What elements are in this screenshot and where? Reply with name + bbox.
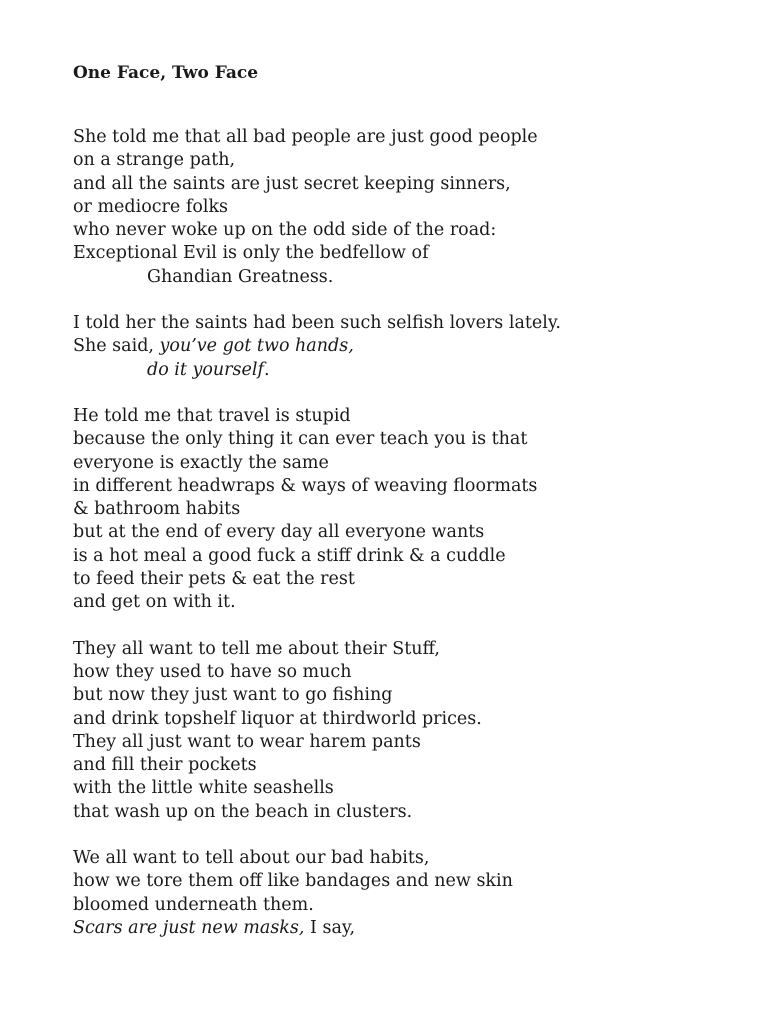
stanza-5 [73,847,733,940]
poem-line: but at the end of every day all everyone wants [73,522,485,543]
poem-line-indented: Ghandian Greatness. [147,266,334,287]
poem-line: everyone is exactly the same [73,452,329,473]
italic-phrase: do it yourself [147,359,264,380]
stanza-2 [73,312,733,382]
italic-phrase: Scars are just new masks, [73,917,305,938]
stanza-1 [73,126,733,289]
poem-line: with the little white seashells [73,778,334,799]
poem-line: Exceptional Evil is only the bedfellow of [73,243,429,264]
poem-line: that wash up on the beach in clusters. [73,801,413,822]
poem-line: and drink topshelf liquor at thirdworld prices. [73,708,482,729]
poem-line: We all want to tell about our bad habits, [73,848,430,869]
stanza-4 [73,638,733,824]
poem-line: and all the saints are just secret keeping sinners, [73,173,511,194]
poem-line: She told me that all bad people are just good people [73,127,538,147]
poem-line: They all just want to wear harem pants [73,731,421,752]
stanza-3 [73,405,733,615]
poem-line: or mediocre folks [73,196,229,217]
poem-line: is a hot meal a good fuck a stiff drink & a cuddle [73,545,506,566]
italic-phrase: you’ve got two hands, [159,336,354,357]
poem-line: how they used to have so much [73,661,352,682]
poem-line: & bathroom habits [73,499,241,520]
poem-title: One Face, Two Face [73,63,259,83]
poem-line: because the only thing it can ever teach you is that [73,429,528,450]
line-text: I say, [304,917,356,938]
poem-line: in different headwraps & ways of weaving floormats [73,475,538,496]
poem-line: I told her the saints had been such selfish lovers lately. [73,313,561,334]
poem-line: to feed their pets & eat the rest [73,569,355,590]
poem-line: but now they just want to go fishing [73,685,393,706]
poem-line: bloomed underneath them. [73,894,314,915]
poem-line: They all want to tell me about their Stuff, [73,638,440,659]
poem-line-indented [73,359,733,382]
poem-line: who never woke up on the odd side of the road: [73,220,497,241]
poem-line [73,335,733,358]
poem-line: He told me that travel is stupid [73,405,351,426]
poem-line [73,917,733,940]
line-text: . [263,359,270,380]
poem-line: how we tore them off like bandages and new skin [73,871,513,892]
line-text: She said, [73,336,160,357]
poem-line: and get on with it. [73,592,236,613]
poem-page [73,60,733,963]
poem-line: and fill their pockets [73,755,257,776]
poem-line: on a strange path, [73,150,236,171]
